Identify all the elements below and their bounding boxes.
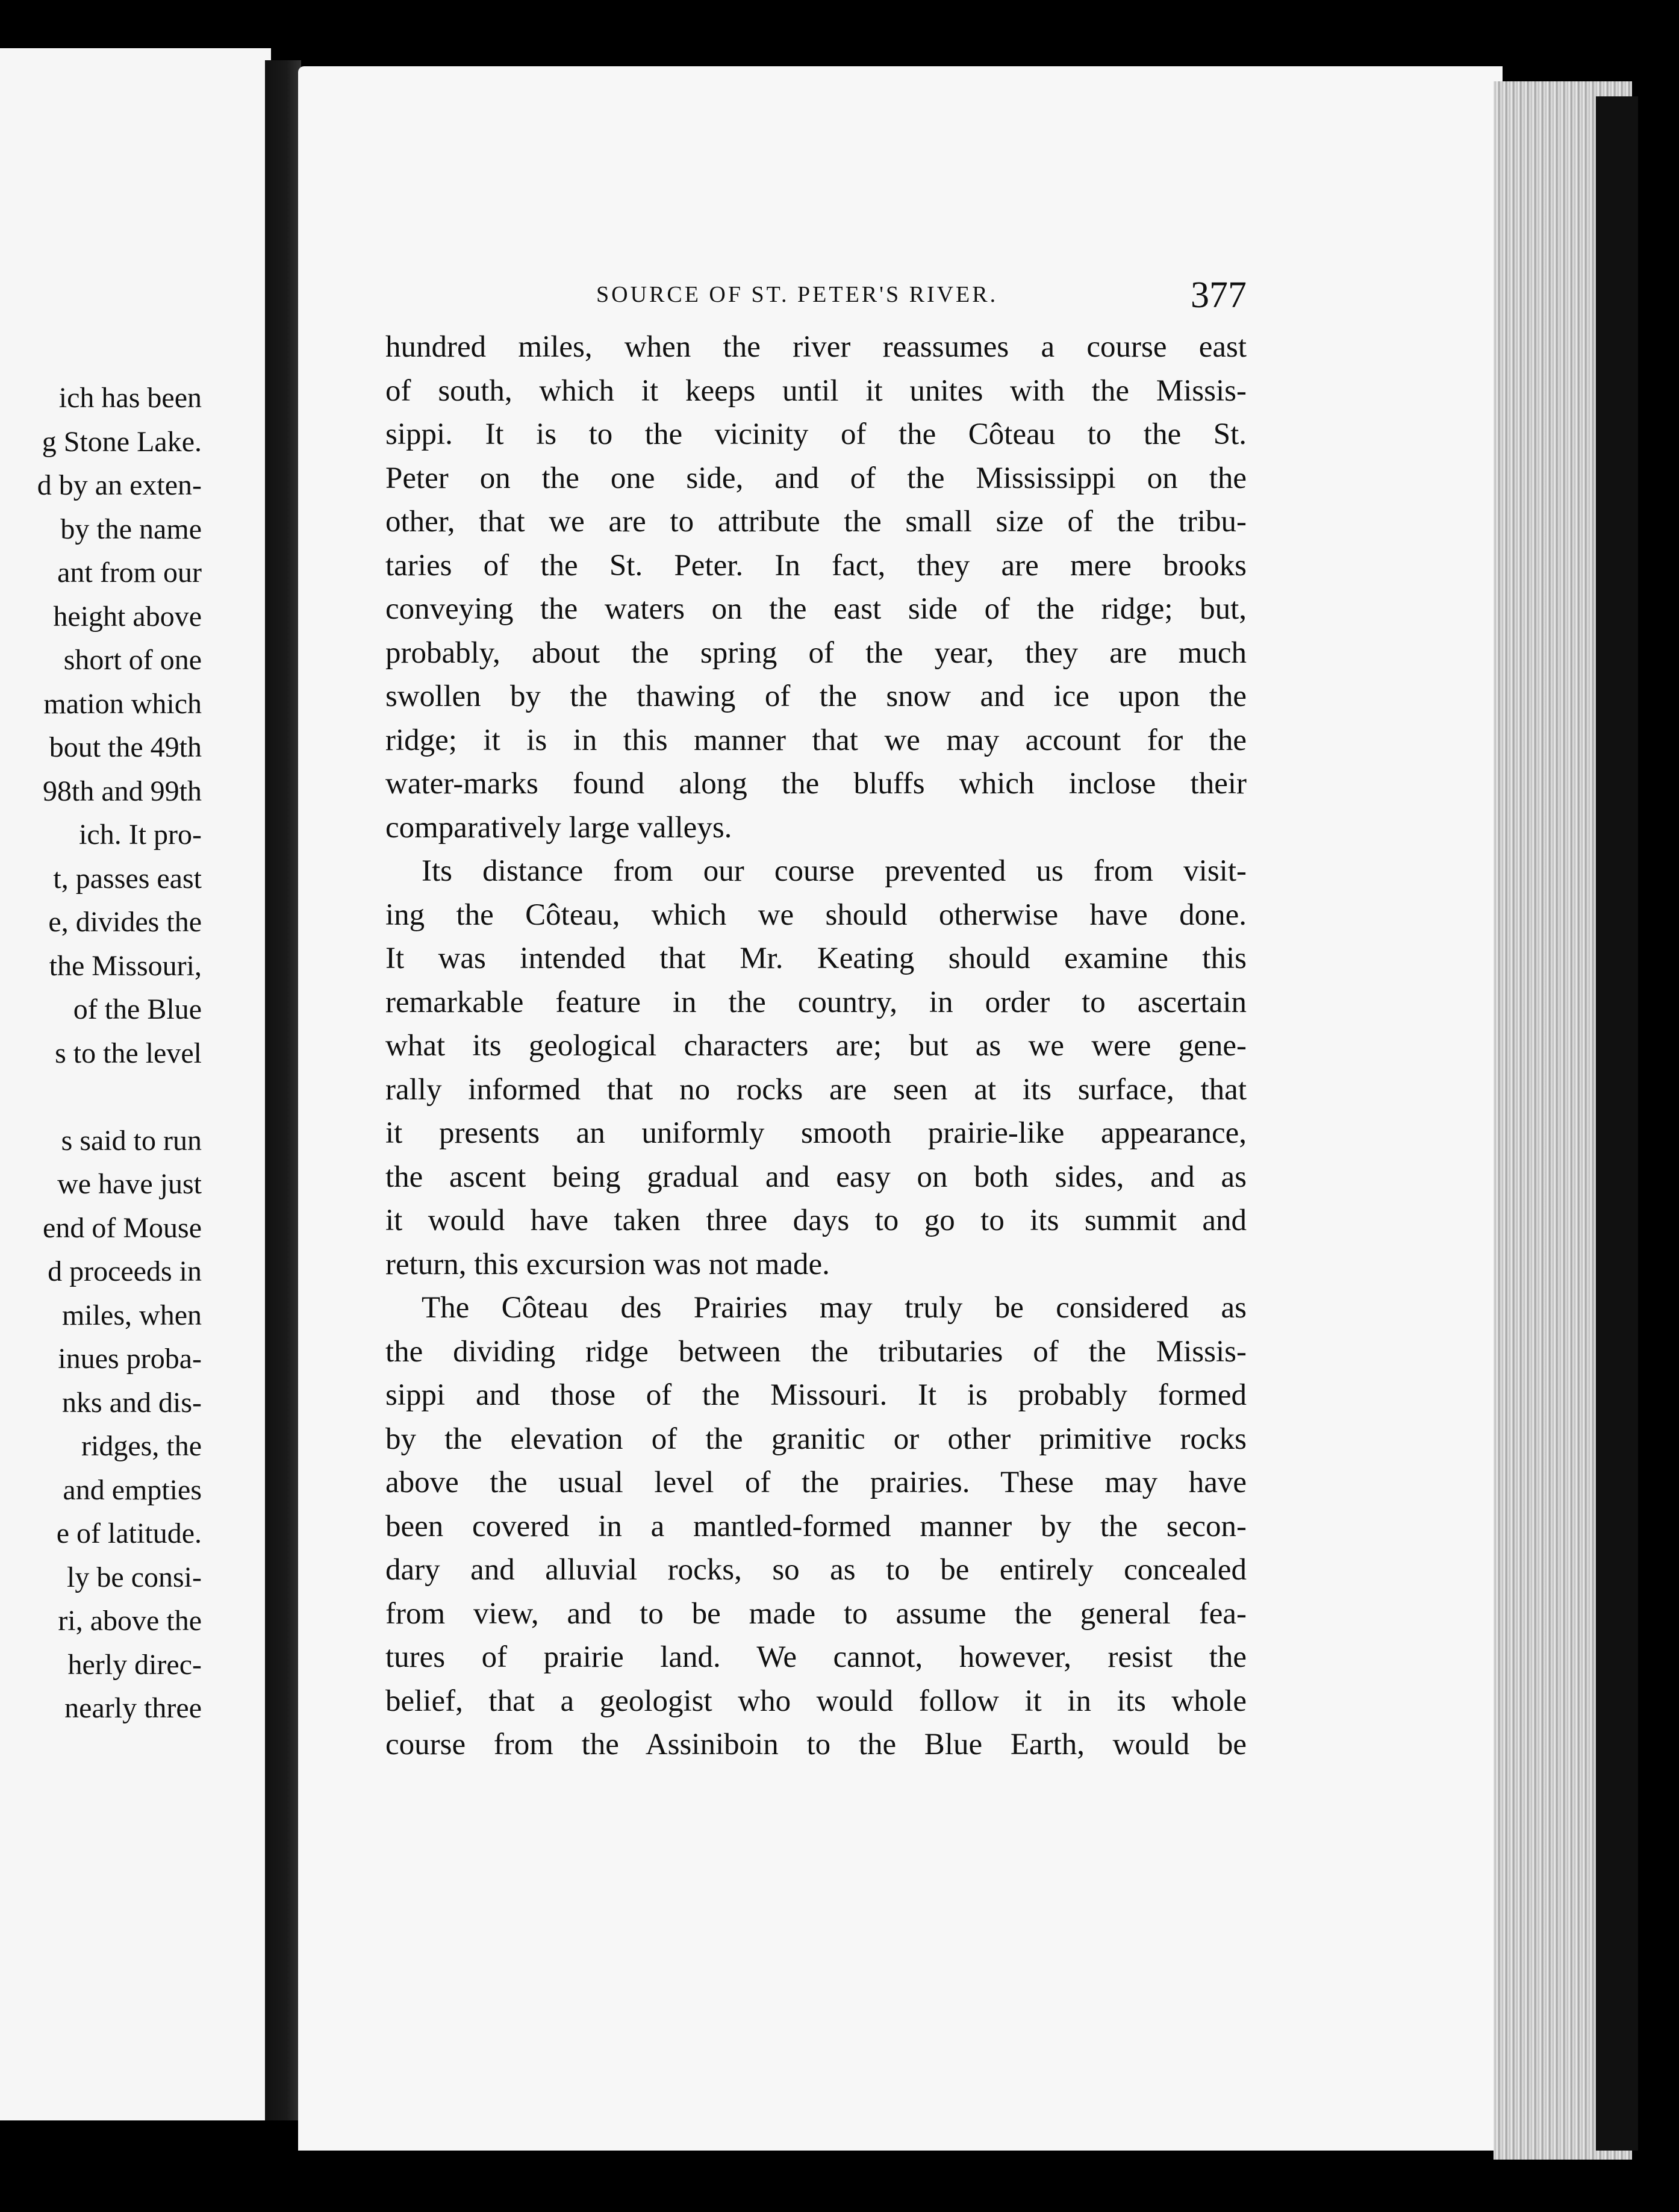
left-line: ri, above the (58, 1605, 202, 1637)
text-line: water-marks found along the bluffs which inclose their (385, 767, 1247, 801)
left-line: d by an exten- (37, 469, 202, 501)
text-line: sippi. It is to the vicinity of the Côteau to the St. (385, 417, 1247, 451)
text-line: ing the Côteau, which we should otherwise have done. (385, 898, 1247, 932)
text-line: it would have taken three days to go to its summit and (385, 1204, 1247, 1237)
left-line: d proceeds in (48, 1255, 202, 1287)
edge-shadow (1596, 96, 1638, 2151)
left-line: miles, when (62, 1299, 202, 1331)
page-header (596, 274, 1247, 322)
text-line: other, that we are to attribute the small size of the tribu- (385, 505, 1247, 539)
text-line: Peter on the one side, and of the Mississippi on the (385, 461, 1247, 495)
text-line: by the elevation of the granitic or other primitive rocks (385, 1422, 1247, 1456)
left-line (0, 1075, 202, 1119)
text-line: been covered in a mantled-formed manner by the secon- (385, 1509, 1247, 1543)
text-line: it presents an uniformly smooth prairie-like appearance, (385, 1116, 1247, 1150)
text-line: rally informed that no rocks are seen at its surface, that (385, 1072, 1247, 1107)
left-page (0, 48, 271, 2120)
left-line: mation which (43, 687, 202, 720)
left-line: s said to run (61, 1124, 202, 1157)
text-line: above the usual level of the prairies. These may have (385, 1466, 1247, 1499)
text-line: The Côteau des Prairies may truly be considered as (422, 1291, 1247, 1325)
left-line: 98th and 99th (43, 775, 202, 807)
left-line: t, passes east (53, 862, 202, 895)
left-line: g Stone Lake. (42, 425, 202, 458)
left-line: inues proba- (58, 1343, 202, 1375)
left-line: the Missouri, (49, 949, 202, 982)
left-page-text (0, 376, 202, 1731)
text-line: the ascent being gradual and easy on both sides, and as (385, 1160, 1247, 1194)
left-line: bout the 49th (49, 731, 202, 763)
right-page-text (385, 325, 1247, 1767)
text-line: probably, about the spring of the year, they are much (385, 636, 1247, 670)
text-line: course from the Assiniboin to the Blue Earth, would be (385, 1728, 1247, 1761)
left-line: we have just (57, 1168, 202, 1200)
left-line: herly direc- (67, 1648, 202, 1681)
text-line: tures of prairie land. We cannot, however, resist the (385, 1640, 1247, 1674)
text-line: swollen by the thawing of the snow and ice upon the (385, 680, 1247, 713)
left-line: e of latitude. (56, 1517, 202, 1549)
text-line: sippi and those of the Missouri. It is probably formed (385, 1378, 1247, 1412)
text-line: return, this excursion was not made. (385, 1247, 830, 1281)
text-line: of south, which it keeps until it unites with the Missis- (385, 373, 1247, 408)
text-line: belief, that a geologist who would follow it in its whole (385, 1684, 1247, 1718)
left-line: ridges, the (81, 1430, 202, 1462)
text-line: conveying the waters on the east side of the ridge; but, (385, 592, 1247, 626)
text-line: remarkable feature in the country, in order to ascertain (385, 985, 1247, 1019)
left-line: and empties (63, 1473, 202, 1506)
page-number: 377 (1191, 275, 1247, 316)
text-line: ridge; it is in this manner that we may account for the (385, 723, 1247, 757)
text-line: taries of the St. Peter. In fact, they are mere brooks (385, 548, 1247, 583)
text-line: what its geological characters are; but as we were gene- (385, 1029, 1247, 1063)
book-gutter (265, 60, 301, 2120)
left-line: ich. It pro- (79, 819, 202, 851)
left-line: nearly three (64, 1692, 202, 1724)
left-line: e, divides the (48, 906, 202, 938)
running-head: SOURCE OF ST. PETER'S RIVER. (596, 282, 998, 307)
text-line: comparatively large valleys. (385, 810, 732, 845)
left-line: end of Mouse (43, 1211, 202, 1244)
left-line: nks and dis- (62, 1386, 202, 1419)
text-line: the dividing ridge between the tributaries of the Missis- (385, 1334, 1247, 1369)
left-line: of the Blue (73, 993, 202, 1025)
left-line: ich has been (58, 382, 202, 414)
text-line: hundred miles, when the river reassumes a course east (385, 330, 1247, 364)
text-line: Its distance from our course prevented us from visit- (422, 854, 1247, 888)
left-line: short of one (63, 644, 202, 676)
left-line: height above (53, 600, 202, 633)
left-line: ly be consi- (67, 1561, 202, 1593)
text-line: from view, and to be made to assume the general fea- (385, 1596, 1247, 1631)
text-line: dary and alluvial rocks, so as to be entirely concealed (385, 1553, 1247, 1587)
left-line: s to the level (55, 1037, 202, 1069)
left-line: by the name (60, 513, 202, 545)
text-line: It was intended that Mr. Keating should examine this (385, 942, 1247, 975)
left-line: ant from our (57, 557, 202, 589)
